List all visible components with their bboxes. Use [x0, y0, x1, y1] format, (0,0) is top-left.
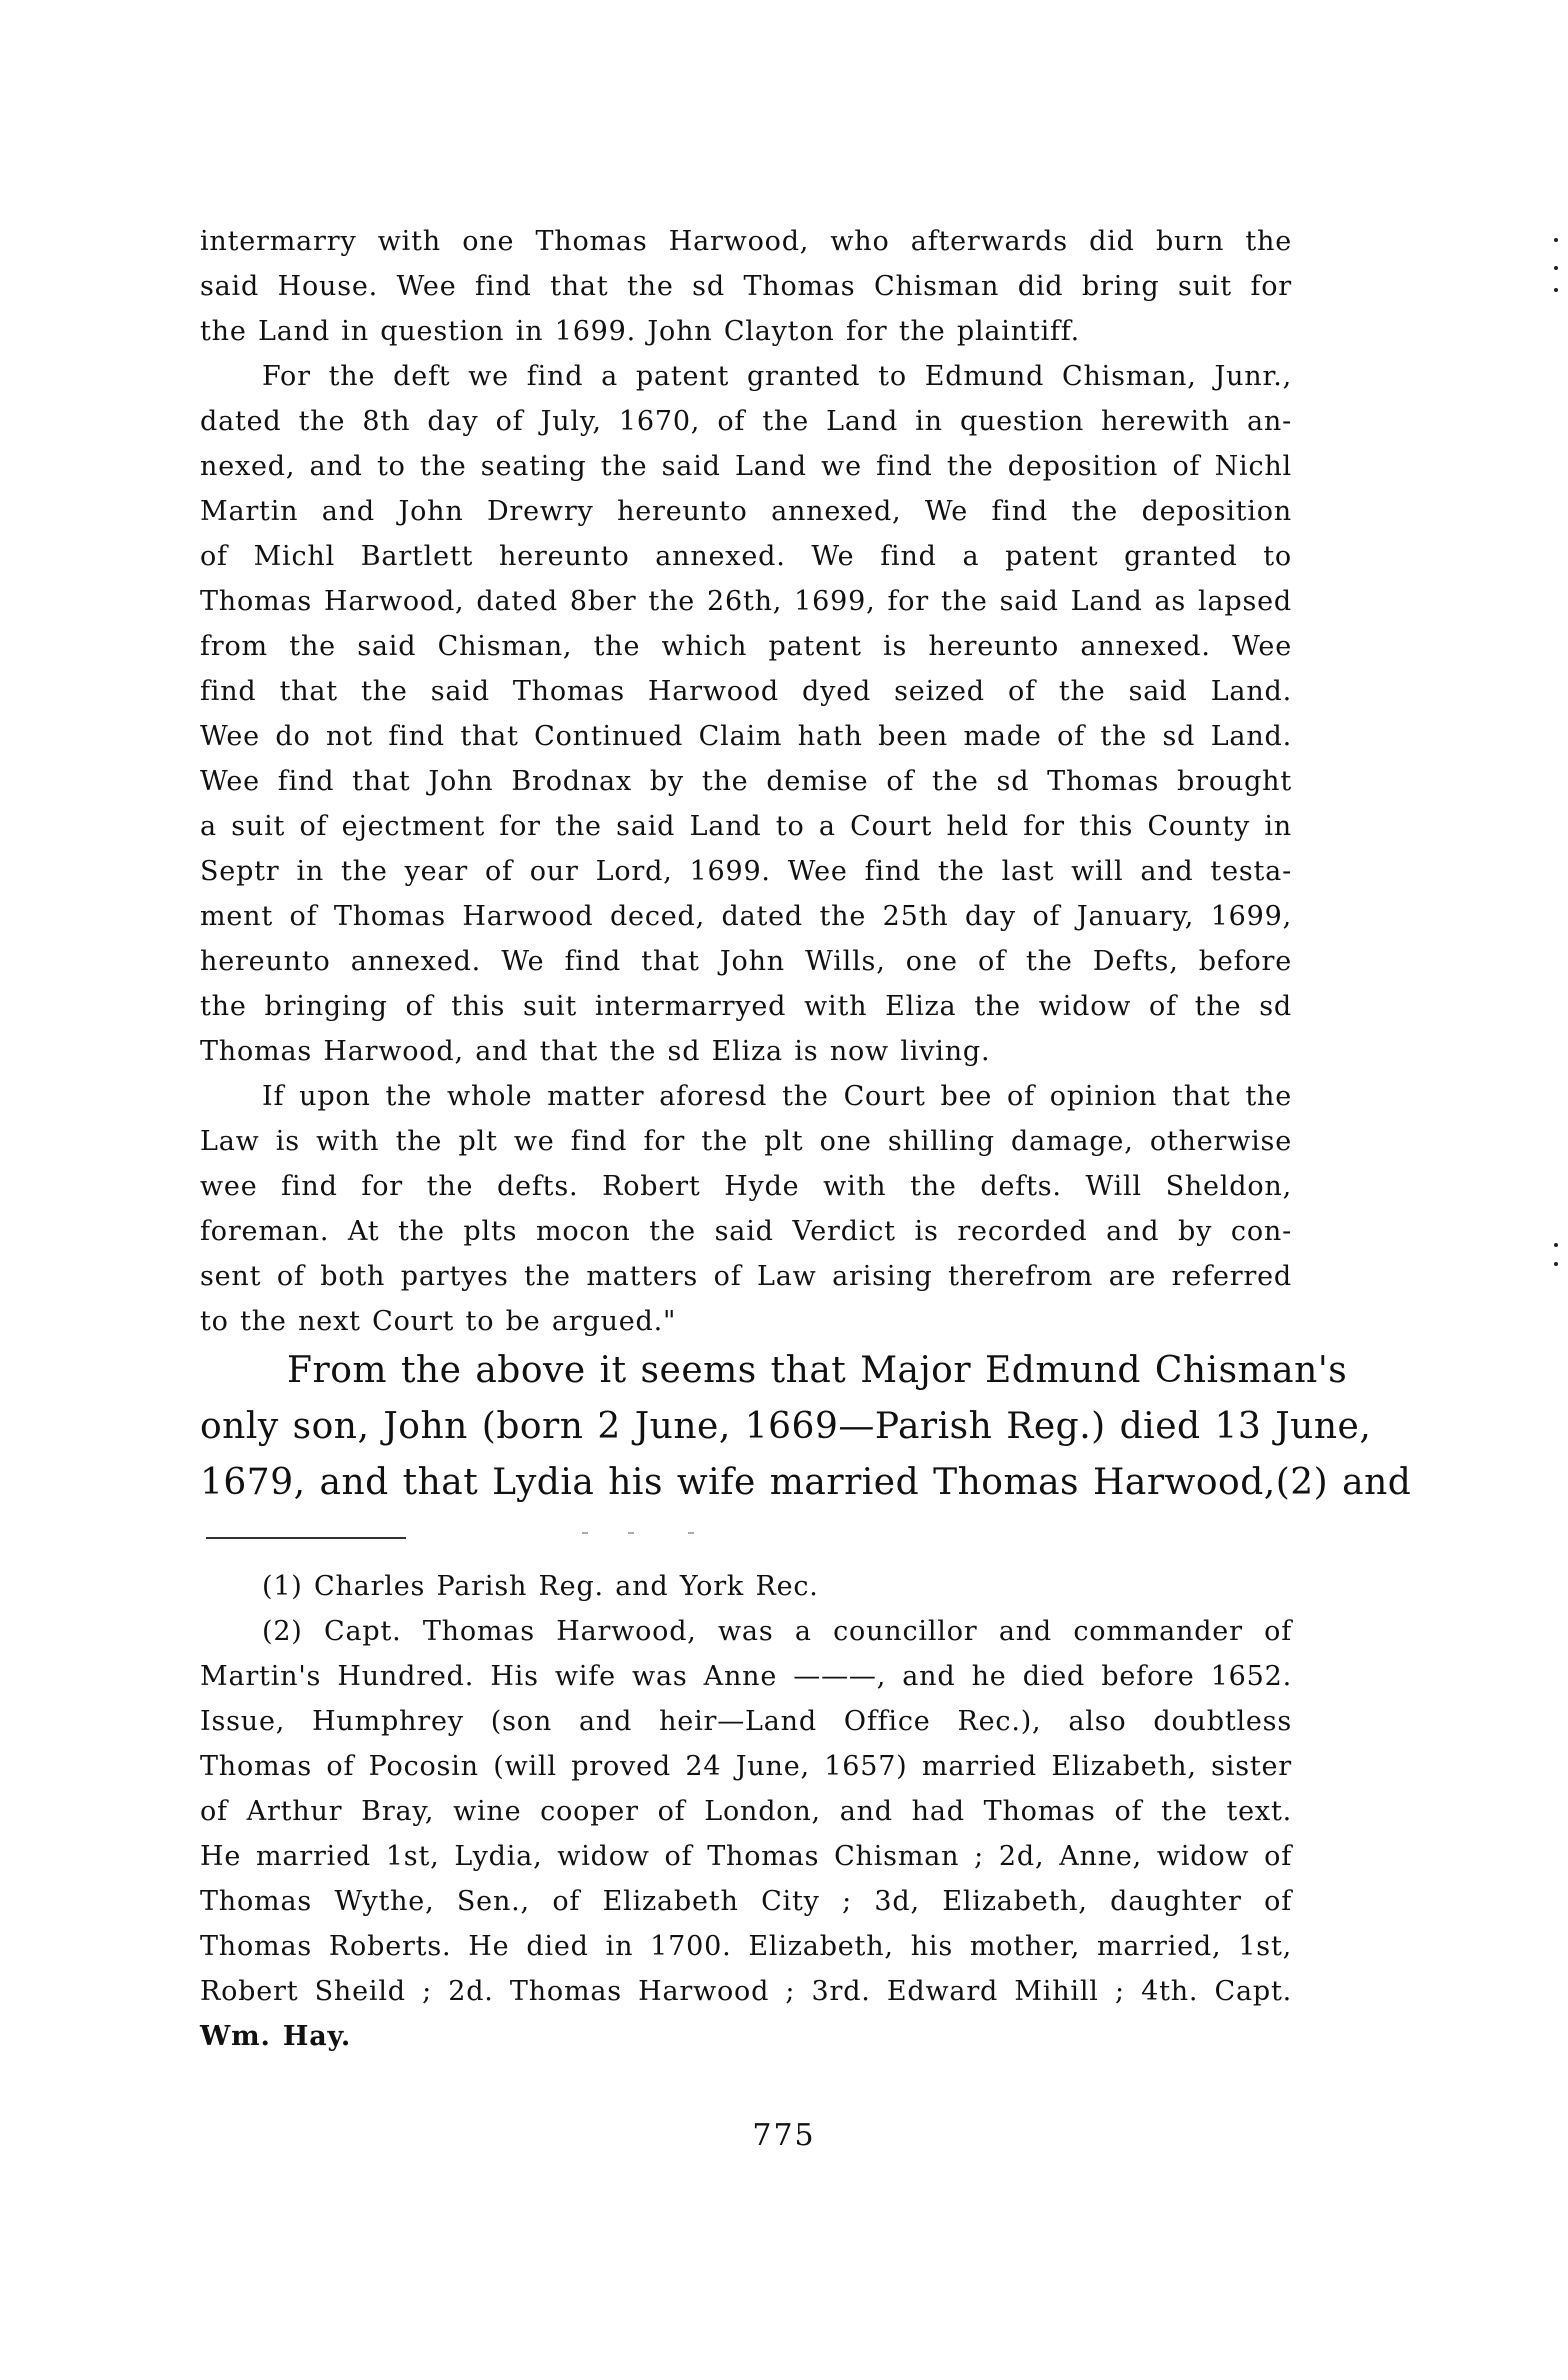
- footnote-2-line-4: Thomas of Pocosin (will proved 24 June, 1657) married Elizabeth, sister: [200, 1751, 1292, 1782]
- body-line-10: from the said Chisman, the which patent is hereunto annexed. Wee: [200, 631, 1292, 662]
- body-line-16: ment of Thomas Harwood deced, dated the 25th day of January, 1699,: [200, 901, 1292, 932]
- body-line-13: Wee find that John Brodnax by the demise of the sd Thomas brought: [200, 766, 1292, 797]
- scan-mark: [1554, 1243, 1558, 1247]
- body-line-5: dated the 8th day of July, 1670, of the Land in question herewith an-: [200, 406, 1292, 437]
- scan-mark: [1554, 238, 1558, 242]
- scan-mark: [1554, 1262, 1558, 1266]
- body-line-7: Martin and John Drewry hereunto annexed, We find the deposition: [200, 496, 1292, 527]
- body-line-14: a suit of ejectment for the said Land to a Court held for this County in: [200, 811, 1292, 842]
- body-line-6: nexed, and to the seating the said Land we find the deposition of Nichl: [200, 451, 1292, 482]
- body-line-8: of Michl Bartlett hereunto annexed. We find a patent granted to: [200, 541, 1292, 572]
- footnote-2-line-9: Robert Sheild ; 2d. Thomas Harwood ; 3rd. Edward Mihill ; 4th. Capt.: [200, 1976, 1292, 2007]
- body-line-12: Wee do not find that Continued Claim hath been made of the sd Land.: [200, 721, 1292, 752]
- body-line-24: sent of both partyes the matters of Law arising therefrom are referred: [200, 1261, 1292, 1292]
- scan-mark: [1554, 266, 1558, 270]
- body-line-17: hereunto annexed. We find that John Wills, one of the Defts, before: [200, 946, 1292, 977]
- body-line-25: to the next Court to be argued.": [200, 1306, 677, 1337]
- body-line-11: find that the said Thomas Harwood dyed seized of the said Land.: [200, 676, 1292, 707]
- scan-speck: [688, 1532, 694, 1534]
- body-line-20: If upon the whole matter aforesd the Court bee of opinion that the: [262, 1081, 1292, 1112]
- footnote-2-line-3: Issue, Humphrey (son and heir—Land Office Rec.), also doubtless: [200, 1706, 1292, 1737]
- body-line-21: Law is with the plt we find for the plt one shilling damage, otherwise: [200, 1126, 1292, 1157]
- footnote-2-line-2: Martin's Hundred. His wife was Anne ———, and he died before 1652.: [200, 1661, 1292, 1692]
- body-line-19: Thomas Harwood, and that the sd Eliza is now living.: [200, 1036, 991, 1067]
- narrative-line-3: 1679, and that Lydia his wife married Thomas Harwood,(2) and: [200, 1462, 1412, 1503]
- body-line-18: the bringing of this suit intermarryed with Eliza the widow of the sd: [200, 991, 1292, 1022]
- body-line-4: For the deft we find a patent granted to Edmund Chisman, Junr.,: [262, 361, 1292, 392]
- footnote-2-line-10: Wm. Hay.: [200, 2021, 352, 2052]
- scan-speck: [628, 1532, 634, 1534]
- body-line-15: Septr in the year of our Lord, 1699. Wee find the last will and testa-: [200, 856, 1292, 887]
- scan-mark: [1554, 288, 1558, 292]
- footnote-2-line-8: Thomas Roberts. He died in 1700. Elizabeth, his mother, married, 1st,: [200, 1931, 1292, 1962]
- footnote-2-line-7: Thomas Wythe, Sen., of Elizabeth City ; 3d, Elizabeth, daughter of: [200, 1886, 1292, 1917]
- narrative-line-2: only son, John (born 2 June, 1669—Parish Reg.) died 13 June,: [200, 1406, 1372, 1447]
- scan-speck: [582, 1532, 588, 1534]
- footnote-2-line-1: (2) Capt. Thomas Harwood, was a councillor and commander of: [262, 1616, 1292, 1647]
- footnote-2-line-6: He married 1st, Lydia, widow of Thomas Chisman ; 2d, Anne, widow of: [200, 1841, 1292, 1872]
- body-line-23: foreman. At the plts mocon the said Verdict is recorded and by con-: [200, 1216, 1292, 1247]
- footnote-1: (1) Charles Parish Reg. and York Rec.: [262, 1571, 819, 1602]
- body-line-2: said House. Wee find that the sd Thomas Chisman did bring suit for: [200, 271, 1292, 302]
- body-line-9: Thomas Harwood, dated 8ber the 26th, 1699, for the said Land as lapsed: [200, 586, 1292, 617]
- narrative-line-1: From the above it seems that Major Edmund Chisman's: [287, 1350, 1348, 1391]
- body-line-22: wee find for the defts. Robert Hyde with the defts. Will Sheldon,: [200, 1171, 1292, 1202]
- body-line-1: intermarry with one Thomas Harwood, who afterwards did burn the: [200, 226, 1292, 257]
- page-number: 775: [752, 2118, 816, 2153]
- footnote-rule: [206, 1537, 406, 1539]
- footnote-2-line-5: of Arthur Bray, wine cooper of London, and had Thomas of the text.: [200, 1796, 1292, 1827]
- body-line-3: the Land in question in 1699. John Clayton for the plaintiff.: [200, 316, 1081, 347]
